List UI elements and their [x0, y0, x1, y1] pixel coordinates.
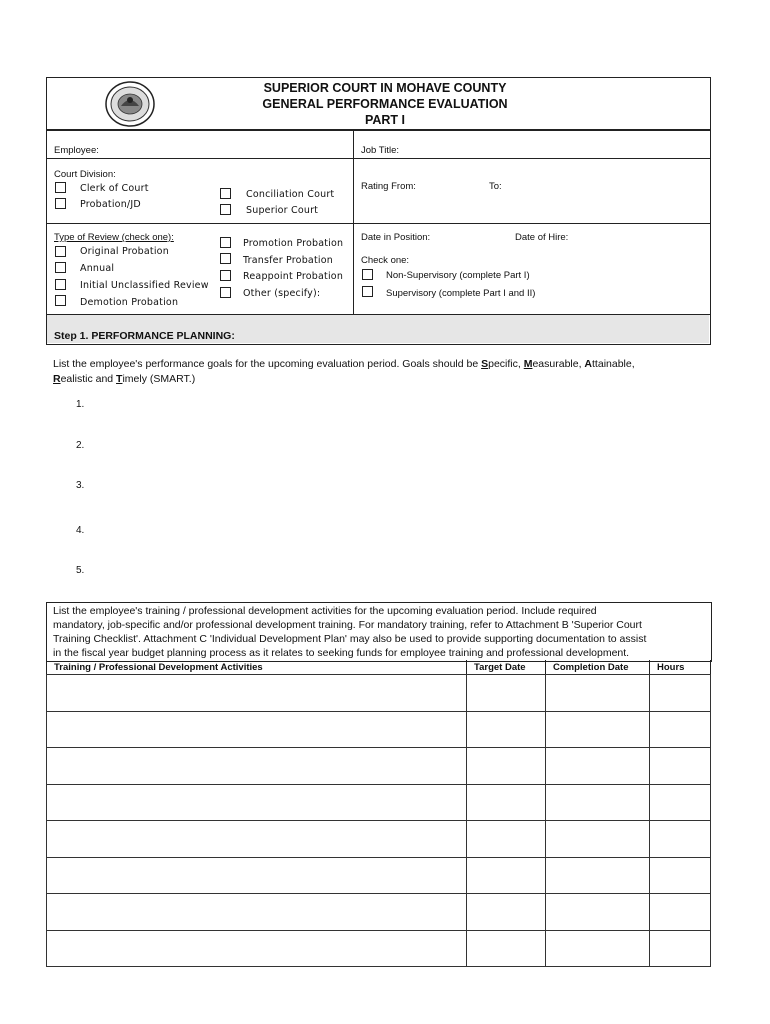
other-specify-label: Other (specify):	[243, 288, 321, 299]
table-cell[interactable]	[466, 820, 546, 858]
non-supervisory-label: Non-Supervisory (complete Part I)	[386, 270, 530, 281]
annual-label: Annual	[80, 263, 115, 274]
initial-unclassified-review-checkbox[interactable]	[55, 279, 66, 290]
original-probation-checkbox[interactable]	[55, 246, 66, 257]
table-cell[interactable]	[46, 930, 467, 968]
conciliation-court-label: Conciliation Court	[246, 189, 335, 200]
step1-intro-line1: List the employee's performance goals for the upcoming evaluation period. Goals should be Specific, Measurable, Attainable,	[53, 358, 635, 370]
date-of-hire-label: Date of Hire:	[515, 232, 569, 243]
employee-label: Employee:	[54, 145, 99, 156]
table-cell[interactable]	[649, 784, 711, 822]
clerk-of-court-checkbox[interactable]	[55, 182, 66, 193]
col-activities: Training / Professional Development Activities	[54, 662, 263, 673]
table-cell[interactable]	[46, 857, 467, 895]
table-cell[interactable]	[46, 893, 467, 931]
goal-2: 2.	[76, 440, 85, 451]
table-cell[interactable]	[466, 711, 546, 749]
table-cell[interactable]	[466, 784, 546, 822]
title-line-3: PART I	[364, 113, 406, 127]
promotion-probation-label: Promotion Probation	[243, 238, 344, 249]
table-cell[interactable]	[466, 857, 546, 895]
col-hours: Hours	[657, 662, 685, 673]
table-cell[interactable]	[46, 784, 467, 822]
title-line-1: SUPERIOR COURT IN MOHAVE COUNTY	[263, 81, 507, 95]
transfer-probation-checkbox[interactable]	[220, 253, 231, 264]
goal-1: 1.	[76, 399, 85, 410]
table-cell[interactable]	[466, 747, 546, 785]
other-specify-checkbox[interactable]	[220, 287, 231, 298]
goal-4: 4.	[76, 525, 85, 536]
title-line-2: GENERAL PERFORMANCE EVALUATION	[262, 97, 508, 111]
training-line-1: List the employee's training / professional development activities for the upcoming evaluation period. Include required	[53, 605, 597, 617]
goal-5: 5.	[76, 565, 85, 576]
non-supervisory-checkbox[interactable]	[362, 269, 373, 280]
table-cell[interactable]	[545, 820, 650, 858]
table-cell[interactable]	[46, 820, 467, 858]
table-cell[interactable]	[545, 674, 650, 712]
supervisory-label: Supervisory (complete Part I and II)	[386, 288, 536, 299]
table-cell[interactable]	[545, 930, 650, 968]
probation-jd-label: Probation/JD	[80, 199, 141, 210]
clerk-of-court-label: Clerk of Court	[80, 183, 149, 194]
rating-from-label: Rating From:	[361, 181, 416, 192]
initial-unclassified-review-label: Initial Unclassified Review	[80, 280, 209, 291]
col-completion-date: Completion Date	[553, 662, 629, 673]
table-cell[interactable]	[46, 711, 467, 749]
table-cell[interactable]	[545, 784, 650, 822]
conciliation-court-checkbox[interactable]	[220, 188, 231, 199]
goal-3: 3.	[76, 480, 85, 491]
col-target-date: Target Date	[474, 662, 526, 673]
job-title-label: Job Title:	[361, 145, 400, 156]
table-cell[interactable]	[545, 711, 650, 749]
table-cell[interactable]	[466, 893, 546, 931]
training-line-4: in the fiscal year budget planning process as it relates to seeking funds for employee training and professional development.	[53, 647, 630, 659]
table-cell[interactable]	[649, 820, 711, 858]
demotion-probation-checkbox[interactable]	[55, 295, 66, 306]
table-cell[interactable]	[545, 857, 650, 895]
court-seal-icon	[104, 80, 156, 128]
table-cell[interactable]	[649, 747, 711, 785]
annual-checkbox[interactable]	[55, 262, 66, 273]
table-cell[interactable]	[545, 747, 650, 785]
table-cell[interactable]	[649, 893, 711, 931]
original-probation-label: Original Probation	[80, 246, 169, 257]
superior-court-label: Superior Court	[246, 205, 319, 216]
table-cell[interactable]	[649, 711, 711, 749]
check-one-label: Check one:	[361, 255, 410, 266]
reappoint-probation-checkbox[interactable]	[220, 270, 231, 281]
table-cell[interactable]	[649, 674, 711, 712]
table-cell[interactable]	[46, 747, 467, 785]
demotion-probation-label: Demotion Probation	[80, 297, 179, 308]
step1-intro-line2: Realistic and Timely (SMART.)	[53, 373, 196, 385]
training-line-3: Training Checklist'. Attachment C 'Individual Development Plan' may also be used to provide supporting documentation to assist	[53, 633, 647, 645]
date-in-position-label: Date in Position:	[361, 232, 431, 243]
table-cell[interactable]	[466, 930, 546, 968]
table-cell[interactable]	[649, 930, 711, 968]
transfer-probation-label: Transfer Probation	[243, 255, 333, 266]
table-cell[interactable]	[649, 857, 711, 895]
type-of-review-label: Type of Review (check one):	[54, 232, 174, 243]
step1-heading: Step 1. PERFORMANCE PLANNING:	[54, 330, 235, 342]
promotion-probation-checkbox[interactable]	[220, 237, 231, 248]
court-division-label: Court Division:	[54, 169, 116, 180]
table-cell[interactable]	[545, 893, 650, 931]
superior-court-checkbox[interactable]	[220, 204, 231, 215]
probation-jd-checkbox[interactable]	[55, 198, 66, 209]
to-label: To:	[489, 181, 502, 192]
table-cell[interactable]	[46, 674, 467, 712]
supervisory-checkbox[interactable]	[362, 286, 373, 297]
reappoint-probation-label: Reappoint Probation	[243, 271, 344, 282]
table-cell[interactable]	[466, 674, 546, 712]
training-line-2: mandatory, job-specific and/or professional development training. For mandatory training, refer to Attachment B 'Superior Court	[53, 619, 642, 631]
